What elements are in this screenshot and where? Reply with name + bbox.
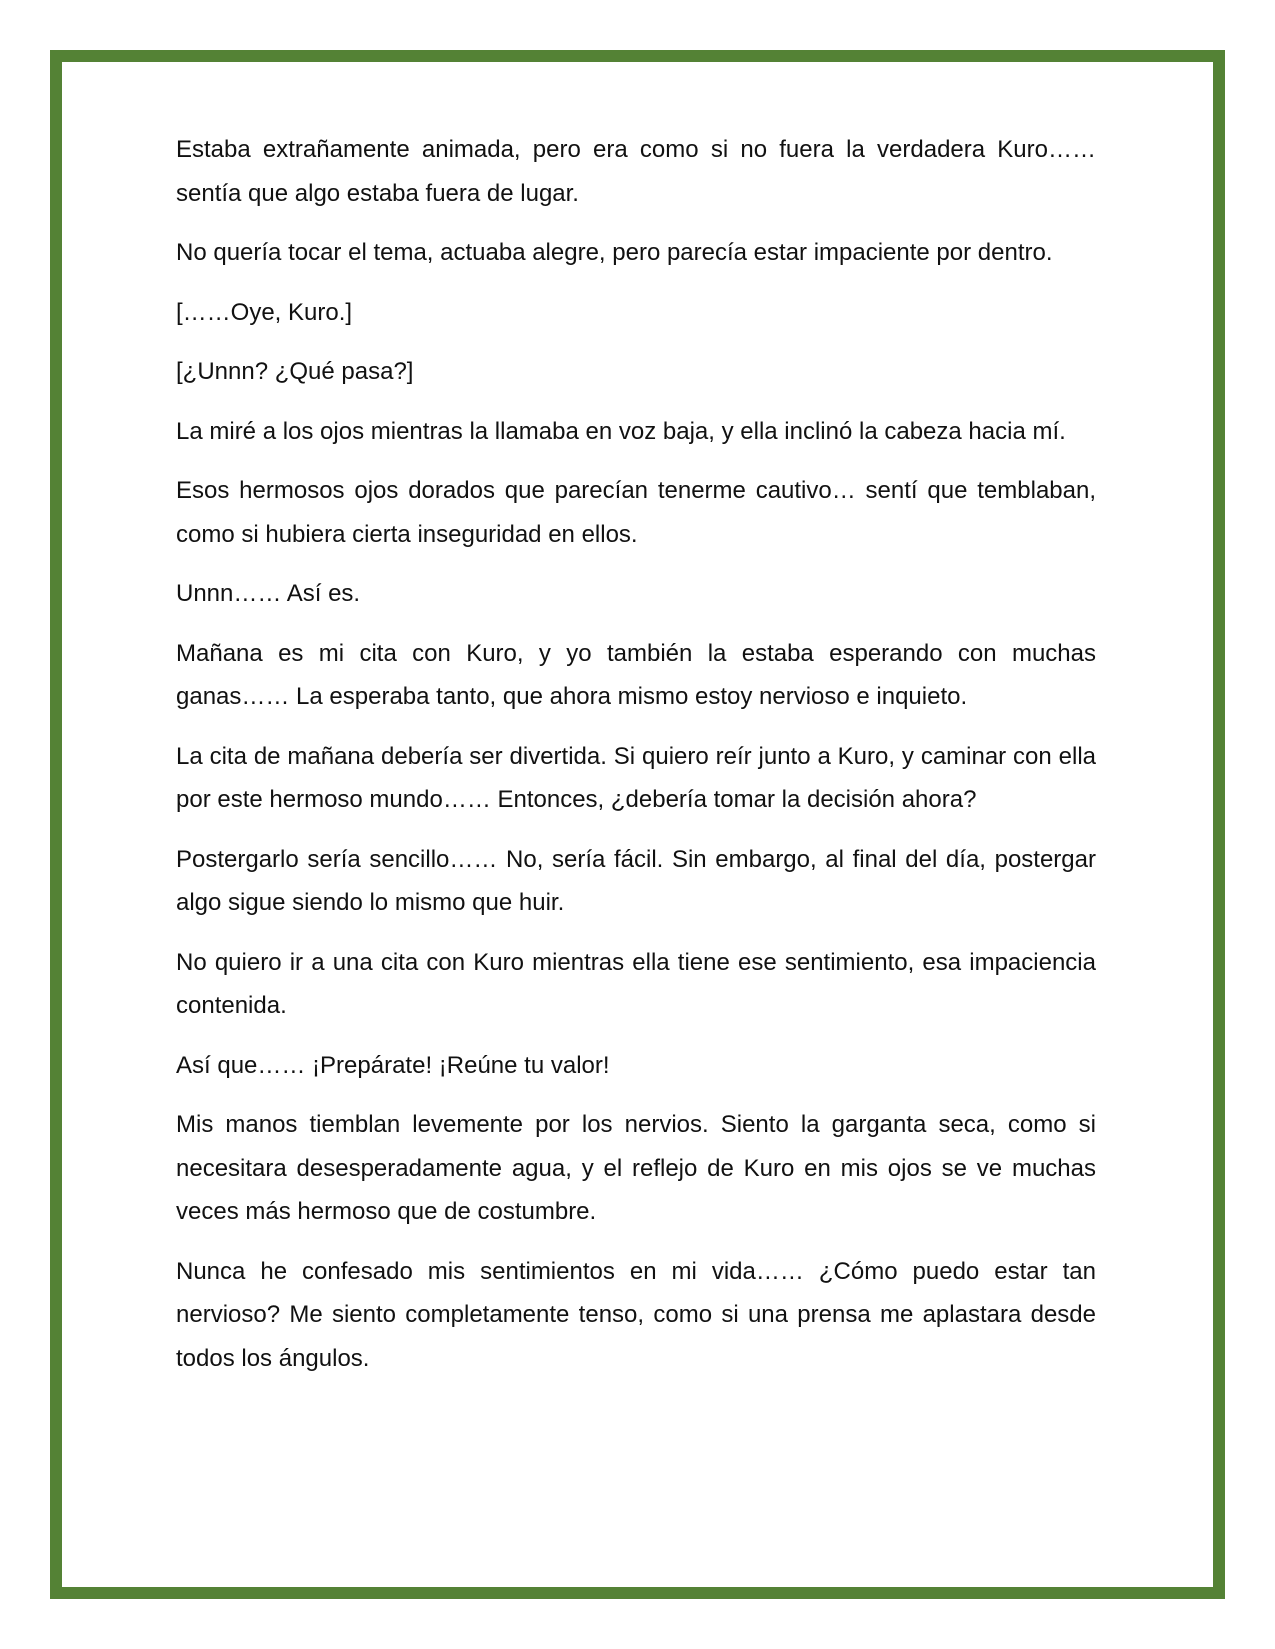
text-body bbox=[176, 128, 1096, 1396]
paragraph: Estaba extrañamente animada, pero era como si no fuera la verdadera Kuro…… sentía que algo estaba fuera de lugar. bbox=[176, 136, 1096, 207]
paragraph: No quiero ir a una cita con Kuro mientras ella tiene ese sentimiento, esa impaciencia contenida. bbox=[176, 948, 1096, 1019]
paragraph: Mañana es mi cita con Kuro, y yo también la estaba esperando con muchas ganas…… La esperaba tanto, que ahora mismo estoy nervioso e inquieto. bbox=[176, 639, 1096, 710]
paragraph: Nunca he confesado mis sentimientos en mi vida…… ¿Cómo puedo estar tan nervioso? Me siento completamente tenso, como si una prensa me aplastara desde todos los ángulos. bbox=[176, 1257, 1096, 1372]
paragraph: [¿Unnn? ¿Qué pasa?] bbox=[176, 358, 414, 385]
paragraph: No quería tocar el tema, actuaba alegre, pero parecía estar impaciente por dentro. bbox=[176, 239, 1053, 266]
paragraph: La cita de mañana debería ser divertida. Si quiero reír junto a Kuro, y caminar con ella por este hermoso mundo…… Entonces, ¿debería tomar la decisión ahora? bbox=[176, 742, 1096, 813]
paragraph: La miré a los ojos mientras la llamaba en voz baja, y ella inclinó la cabeza hacia mí. bbox=[176, 417, 1066, 445]
paragraph: [……Oye, Kuro.] bbox=[176, 298, 353, 326]
paragraph: Unnn…… Así es. bbox=[176, 580, 361, 607]
paragraph: Mis manos tiemblan levemente por los nervios. Siento la garganta seca, como si necesitara desesperadamente agua, y el reflejo de Kuro en mis ojos se ve muchas veces más hermoso que de costumbre. bbox=[176, 1111, 1096, 1225]
paragraph: Así que…… ¡Prepárate! ¡Reúne tu valor! bbox=[176, 1051, 610, 1079]
page-frame bbox=[50, 50, 1225, 1599]
paragraph: Postergarlo sería sencillo…… No, sería fácil. Sin embargo, al final del día, postergar algo sigue siendo lo mismo que huir. bbox=[176, 845, 1096, 916]
paragraph: Esos hermosos ojos dorados que parecían tenerme cautivo… sentí que temblaban, como si hubiera cierta inseguridad en ellos. bbox=[176, 477, 1096, 548]
